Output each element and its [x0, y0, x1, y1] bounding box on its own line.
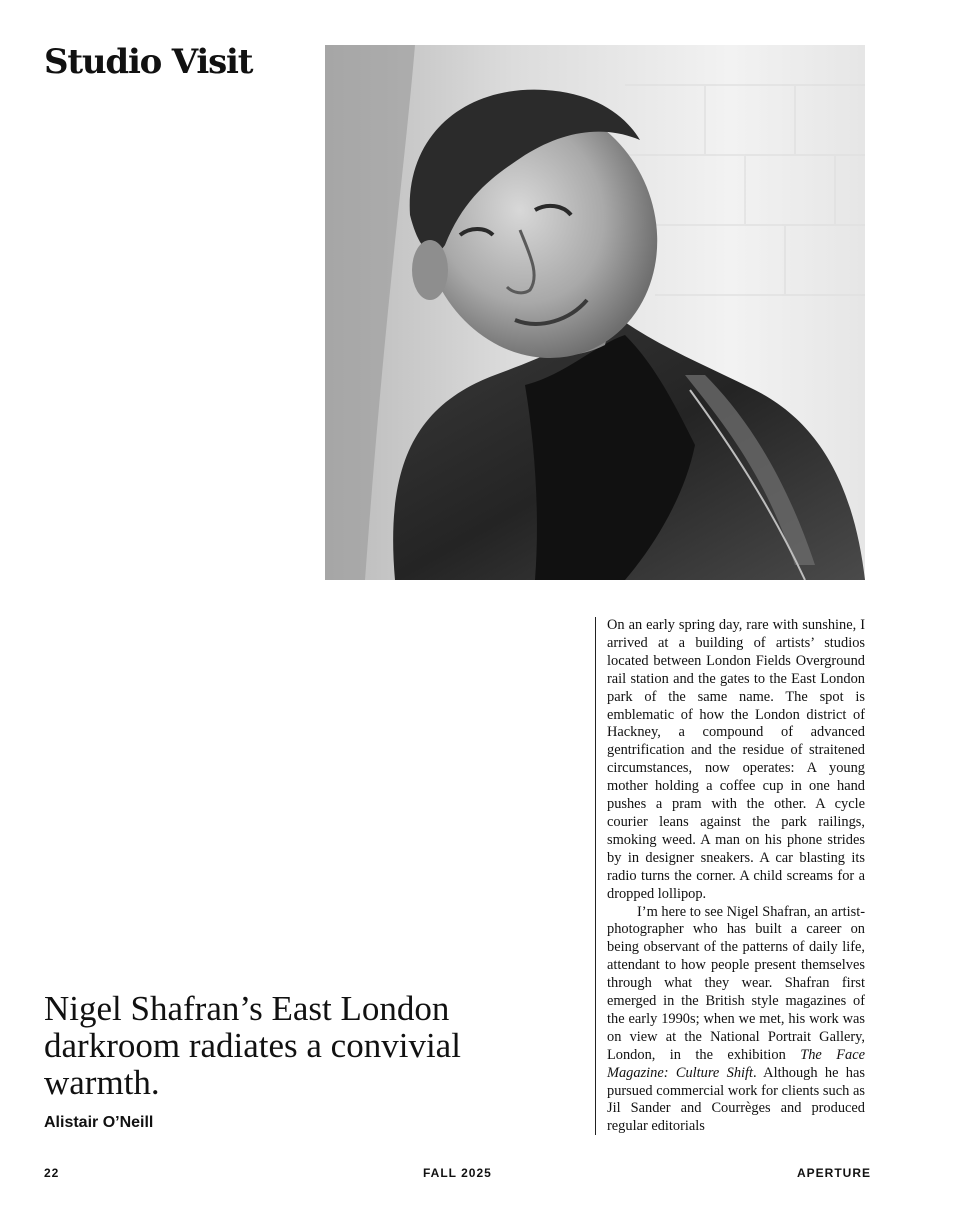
- author-byline: Alistair O’Neill: [44, 1114, 154, 1131]
- paragraph-2-text-a: I’m here to see Nigel Shafran, an artist-photographer who has built a career on being observant of the patterns of daily life, attendant to how people present themselves through what they wear. Shafran first emerged in the British style magazines of the early 1990s; when we met, his work was on view at the National Portrait Gallery, London, in the exhibition: [607, 903, 865, 1063]
- article-body: [595, 617, 865, 1135]
- section-title: Studio Visit: [44, 42, 253, 82]
- portrait-photo: [325, 45, 865, 580]
- paragraph-1: On an early spring day, rare with sunshine, I arrived at a building of artists’ studios located between London Fields Overground rail station and the gates to the East London park of the same name. The spot is emblematic of how the London district of Hackney, a compound of advanced gentrification and the residue of straitened circumstances, now operates: A young mother holding a coffee cup in one hand pushes a pram with the other. A cycle courier leans against the park railings, smoking weed. A man on his phone strides by in designer sneakers. A car blasting its radio turns the corner. A child screams for a dropped lollipop.: [607, 617, 865, 902]
- article-deck: Nigel Shafran’s East London darkroom radiates a convivial warmth.: [44, 989, 461, 1102]
- exhibition-title: The Face Magazine: Culture Shift: [607, 1046, 865, 1081]
- portrait-illustration: [325, 45, 865, 580]
- paragraph-2: [607, 904, 865, 1136]
- paragraph-2-text-b: . Although he has pursued commercial work for clients such as Jil Sander and Courrèges and produced regular editorials: [607, 1064, 865, 1135]
- magazine-name: APERTURE: [797, 1166, 872, 1180]
- issue-label: FALL 2025: [423, 1166, 492, 1180]
- page-number: 22: [44, 1166, 60, 1180]
